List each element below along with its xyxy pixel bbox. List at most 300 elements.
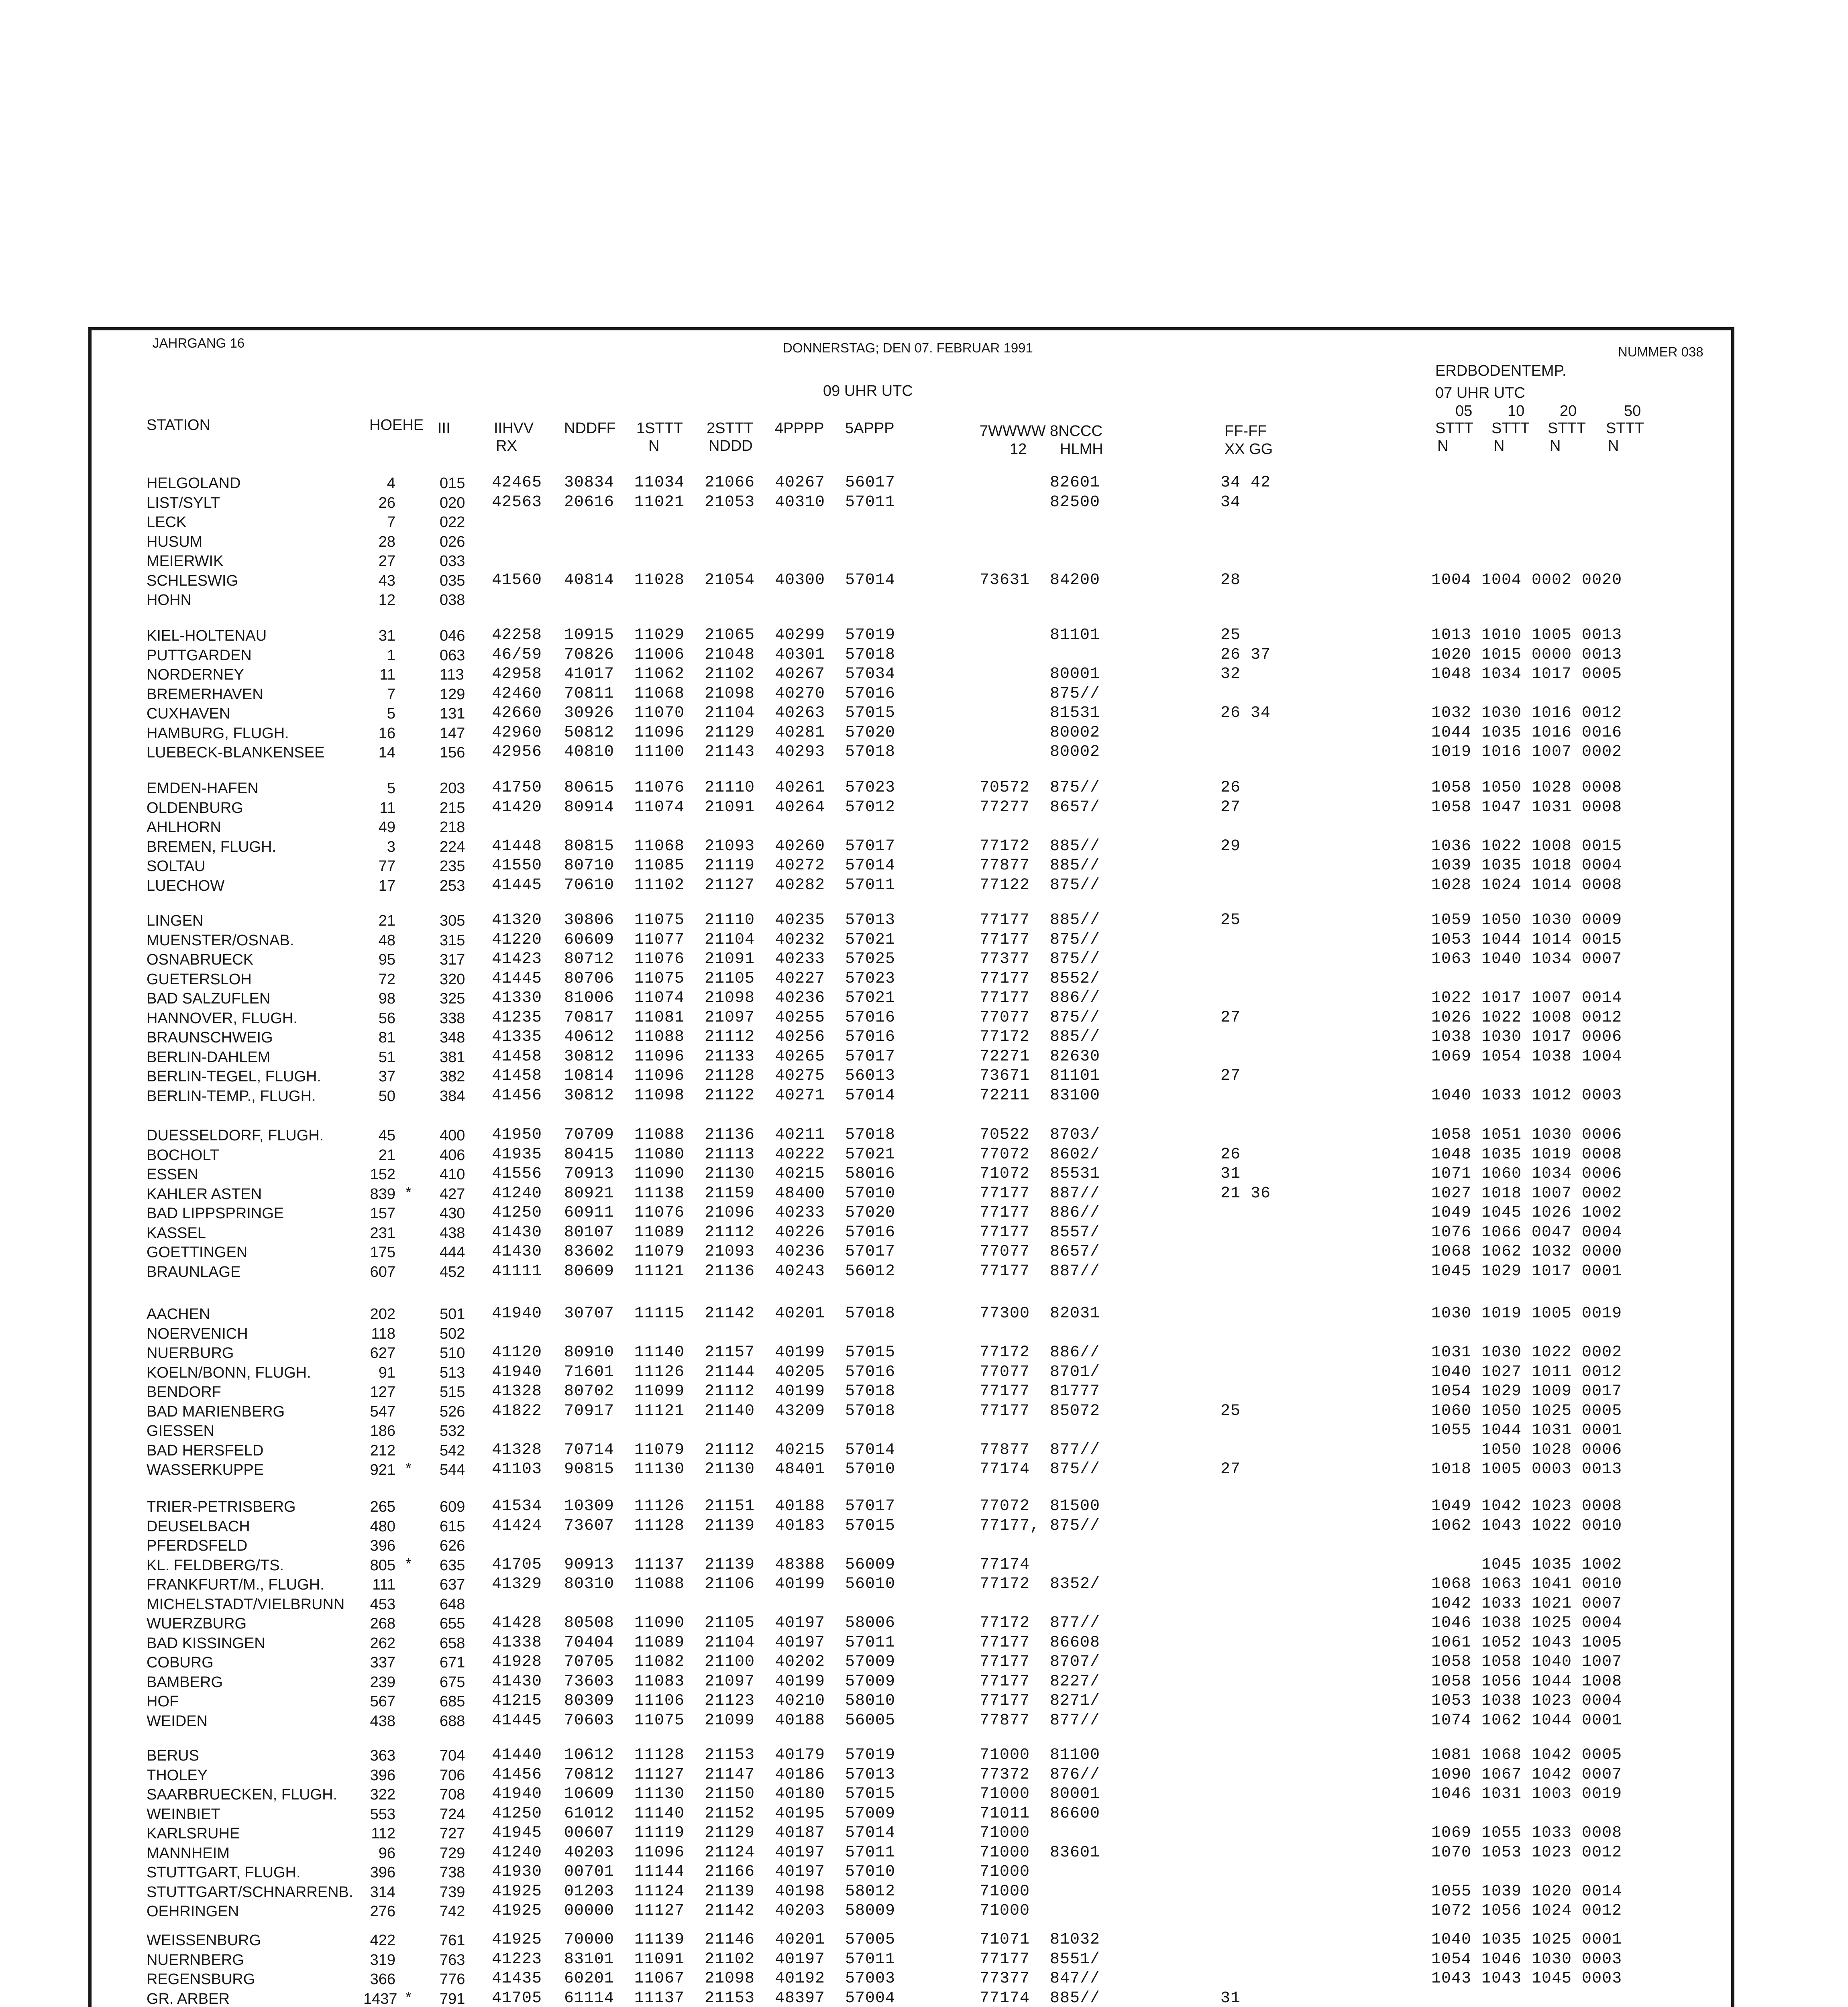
jahrgang: JAHRGANG 16 [153,336,245,350]
soil-temps: 1048 1034 1017 0005 [1431,665,1622,683]
nccc: 80002 [1050,723,1100,742]
wwww: 77177, [980,1516,1040,1535]
station-name: TRIER-PETRISBERG [147,1498,296,1515]
appp: 57018 [845,1382,896,1400]
sttt2: 21102 [705,665,755,683]
station-hoehe: 202 [370,1306,395,1323]
sttt2: 21166 [705,1863,755,1881]
station-iii: 688 [440,1712,465,1730]
depth-05: 05 [1455,403,1473,419]
station-iii: 515 [440,1384,465,1400]
nddff: 80609 [564,1262,615,1280]
station-hoehe: 112 [371,1825,395,1842]
nddff: 70000 [564,1931,615,1949]
iihvv: 41940 [492,1785,542,1803]
appp: 58016 [845,1165,896,1183]
soil-temps: 1040 1035 1025 0001 [1431,1931,1622,1949]
pppp: 40188 [775,1497,825,1515]
station-iii: 438 [440,1224,465,1242]
pppp: 40243 [775,1262,825,1280]
sttt2: 21136 [705,1126,755,1144]
nddff: 50812 [564,723,615,742]
iihvv: 42958 [492,665,542,683]
station-iii: 626 [440,1537,465,1554]
station-iii: 502 [440,1325,465,1342]
sttt1: 11085 [634,857,685,875]
station-name: WASSERKUPPE [147,1461,264,1478]
soil-temps: 1046 1038 1025 0004 [1431,1614,1622,1632]
station-iii: 325 [440,990,465,1007]
station-iii: 348 [440,1029,465,1046]
station-iii: 648 [440,1596,465,1613]
col-7wwww-12: 12 [1010,441,1027,458]
soil-temps: 1058 1051 1030 0006 [1431,1126,1622,1144]
iihvv: 41240 [492,1184,542,1203]
sttt2: 21054 [705,571,755,589]
soil-temps: 1039 1035 1018 0004 [1431,857,1622,875]
station-iii: 384 [440,1087,465,1105]
station-name: WEINBIET [147,1805,220,1823]
iihvv: 41424 [492,1516,542,1535]
appp: 57021 [845,989,896,1007]
sttt1: 11121 [634,1402,685,1420]
iihvv: 41330 [492,989,542,1007]
sttt2: 21053 [705,493,755,511]
nddff: 71601 [564,1363,615,1381]
station-hoehe: 567 [370,1693,395,1710]
station-iii: 156 [440,744,465,761]
iihvv: 41560 [492,571,542,589]
sttt2: 21153 [705,1746,755,1764]
pppp: 40222 [775,1145,825,1164]
sttt2: 21106 [705,1575,755,1593]
sttt2: 21123 [705,1692,755,1710]
sttt1: 11115 [634,1305,685,1323]
bergstation-marker: * [405,1184,412,1201]
station-name: LUECHOW [147,877,225,894]
station-name: MICHELSTADT/VIELBRUNN [147,1596,345,1613]
pppp: 40215 [775,1165,825,1183]
sttt1: 11089 [634,1223,685,1242]
station-hoehe: 262 [370,1635,395,1652]
iihvv: 41250 [492,1204,542,1222]
sttt2: 21128 [705,1067,755,1085]
ff-gg: 27 [1220,1460,1241,1478]
station-name: WUERZBURG [147,1615,247,1632]
sttt2: 21157 [705,1343,755,1362]
sttt2: 21144 [705,1363,755,1381]
nccc: 877// [1050,1614,1100,1632]
station-hoehe: 175 [370,1244,395,1261]
station-iii: 406 [440,1146,465,1164]
station-iii: 609 [440,1498,465,1515]
sttt2: 21048 [705,645,755,664]
station-name: HELGOLAND [147,475,241,492]
wwww: 70522 [980,1126,1030,1144]
soil-temps: 1063 1040 1034 0007 [1431,950,1622,968]
sttt1: 11062 [634,665,685,683]
station-name: KL. FELDBERG/TS. [147,1557,284,1574]
sttt1: 11090 [634,1614,685,1632]
station-name: OEHRINGEN [147,1903,239,1920]
sttt1: 11068 [634,837,685,855]
station-hoehe: 239 [370,1673,395,1691]
nccc: 80001 [1050,1785,1100,1803]
pppp: 40282 [775,876,825,894]
soil-temps: 1040 1033 1012 0003 [1431,1086,1622,1105]
sttt1: 11091 [634,1950,685,1968]
nddff: 30812 [564,1047,615,1066]
sttt1: 11130 [634,1785,685,1803]
iihvv: 42956 [492,743,542,761]
sttt2: 21129 [705,1824,755,1842]
wwww: 77177 [980,1402,1030,1420]
station-name: LINGEN [147,912,204,929]
appp: 57016 [845,1363,896,1381]
nccc: 875// [1050,950,1100,968]
station-hoehe: 12 [378,592,395,609]
ff-gg: 25 [1220,626,1241,644]
iihvv: 41103 [492,1460,542,1478]
station-name: BERLIN-TEMP., FLUGH. [147,1087,316,1105]
wwww: 77877 [980,857,1030,875]
station-name: NOERVENICH [147,1325,248,1342]
sttt1: 11075 [634,1711,685,1730]
sttt2: 21153 [705,1989,755,2007]
soil-temps: 1049 1042 1023 0008 [1431,1497,1622,1515]
col-soil-n-05: N [1437,438,1449,454]
station-name: OSNABRUECK [147,951,254,968]
soil-temps: 1062 1043 1022 0010 [1431,1516,1622,1535]
station-name: NUERNBERG [147,1951,244,1968]
wwww: 77277 [980,798,1030,816]
sttt1: 11100 [634,743,685,761]
sttt1: 11138 [634,1184,685,1203]
soil-temps: 1053 1044 1014 0015 [1431,930,1622,949]
station-hoehe: 186 [370,1423,395,1439]
pppp: 48401 [775,1460,825,1478]
iihvv: 42465 [492,474,542,492]
appp: 57034 [845,665,896,683]
pppp: 48400 [775,1184,825,1203]
station-iii: 022 [440,514,465,531]
nddff: 61114 [564,1989,615,2007]
station-iii: 510 [440,1345,465,1362]
soil-temps: 1059 1050 1030 0009 [1431,911,1622,929]
wwww: 77172 [980,1575,1030,1593]
sttt1: 11076 [634,1204,685,1222]
station-name: HOF [147,1693,179,1710]
wwww: 77177 [980,1184,1030,1203]
appp: 57015 [845,704,896,722]
nccc: 86600 [1050,1804,1100,1823]
nccc: 81100 [1050,1746,1100,1764]
sttt2: 21104 [705,930,755,949]
sttt2: 21102 [705,1950,755,1968]
station-name: CUXHAVEN [147,705,230,722]
nccc: 82601 [1050,474,1100,492]
iihvv: 41935 [492,1145,542,1164]
sttt1: 11077 [634,930,685,949]
sttt2: 21110 [705,779,755,797]
iihvv: 41556 [492,1165,542,1183]
pppp: 40203 [775,1902,825,1920]
appp: 57013 [845,1765,896,1784]
soil-temps: 1054 1046 1030 0003 [1431,1950,1622,1968]
wwww: 77174 [980,1460,1030,1478]
nddff: 80815 [564,837,615,855]
nccc: 80001 [1050,665,1100,683]
wwww: 77172 [980,1343,1030,1362]
sttt2: 21091 [705,798,755,816]
nccc: 885// [1050,837,1100,855]
depth-50: 50 [1624,403,1641,419]
station-name: BAD KISSINGEN [147,1635,265,1652]
wwww: 77177 [980,969,1030,988]
station-iii: 685 [440,1693,465,1710]
nccc: 8703/ [1050,1126,1100,1144]
nccc: 885// [1050,857,1100,875]
sttt2: 21140 [705,1402,755,1420]
station-iii: 761 [440,1932,465,1949]
wwww: 77377 [980,1970,1030,1988]
station-iii: 063 [440,647,465,664]
station-name: ESSEN [147,1166,198,1183]
col-rx: RX [496,438,517,454]
nccc: 81777 [1050,1382,1100,1400]
pppp: 40235 [775,911,825,929]
sttt2: 21112 [705,1382,755,1400]
sttt1: 11079 [634,1243,685,1261]
appp: 57023 [845,779,896,797]
station-iii: 026 [440,533,465,550]
appp: 58012 [845,1882,896,1901]
nccc: 84200 [1050,571,1100,589]
station-iii: 253 [440,877,465,894]
station-iii: 635 [440,1557,465,1574]
sttt2: 21112 [705,1441,755,1459]
nddff: 41017 [564,665,615,683]
col-station: STATION [147,417,211,434]
pppp: 40300 [775,571,825,589]
nccc: 8352/ [1050,1575,1100,1593]
station-hoehe: 49 [378,819,395,836]
appp: 57009 [845,1653,896,1671]
pppp: 40202 [775,1653,825,1671]
col-soil-n-50: N [1608,438,1619,454]
station-iii: 739 [440,1883,465,1901]
soil-temps: 1068 1063 1041 0010 [1431,1575,1622,1593]
iihvv: 41420 [492,798,542,816]
sttt2: 21099 [705,1711,755,1730]
nddff: 61012 [564,1804,615,1823]
soil-temps: 1048 1035 1019 0008 [1431,1145,1622,1164]
nccc: 875// [1050,930,1100,949]
sttt2: 21066 [705,474,755,492]
soil-temps: 1054 1029 1009 0017 [1431,1382,1622,1400]
station-iii: 501 [440,1306,465,1323]
sttt2: 21159 [705,1184,755,1203]
nddff: 83602 [564,1243,615,1261]
nccc: 81531 [1050,704,1100,722]
iihvv: 41925 [492,1902,542,1920]
pppp: 40201 [775,1305,825,1323]
station-hoehe: 314 [370,1883,395,1901]
pppp: 40226 [775,1223,825,1242]
station-hoehe: 81 [378,1029,395,1046]
sttt1: 11081 [634,1008,685,1027]
sttt2: 21129 [705,723,755,742]
appp: 57017 [845,837,896,855]
soil-temps: 1055 1044 1031 0001 [1431,1421,1622,1439]
ff-gg: 27 [1220,1067,1241,1085]
sttt2: 21147 [705,1765,755,1784]
ff-gg: 26 34 [1220,704,1271,722]
pppp: 40299 [775,626,825,644]
pppp: 40192 [775,1970,825,1988]
sttt2: 21151 [705,1497,755,1515]
iihvv: 41456 [492,1765,542,1784]
nddff: 70610 [564,876,615,894]
appp: 56005 [845,1711,896,1730]
sttt2: 21130 [705,1165,755,1183]
wwww: 77177 [980,1653,1030,1671]
station-hoehe: 480 [370,1518,395,1535]
wwww: 77377 [980,950,1030,968]
ff-gg: 27 [1220,1008,1241,1027]
nddff: 73607 [564,1516,615,1535]
sttt2: 21112 [705,1223,755,1242]
station-iii: 430 [440,1205,465,1222]
station-iii: 544 [440,1461,465,1478]
iihvv: 41440 [492,1746,542,1764]
col-8nccc-hlmh: HLMH [1060,441,1103,458]
pppp: 40199 [775,1343,825,1362]
station-name: DEUSELBACH [147,1518,250,1535]
station-iii: 671 [440,1654,465,1671]
nddff: 70404 [564,1633,615,1652]
station-iii: 763 [440,1951,465,1968]
sttt2: 21119 [705,857,755,875]
nddff: 70913 [564,1165,615,1183]
pppp: 40197 [775,1614,825,1632]
sttt1: 11006 [634,645,685,664]
nddff: 80702 [564,1382,615,1400]
station-iii: 315 [440,932,465,949]
appp: 57014 [845,1086,896,1105]
pppp: 40293 [775,743,825,761]
pppp: 43209 [775,1402,825,1420]
appp: 57018 [845,743,896,761]
station-name: BRAUNLAGE [147,1263,241,1280]
station-hoehe: 921 [370,1461,395,1478]
nddff: 81006 [564,989,615,1007]
sttt2: 21093 [705,837,755,855]
station-hoehe: 3 [387,838,395,855]
nccc: 886// [1050,1343,1100,1362]
station-name: GUETERSLOH [147,971,252,988]
station-iii: 776 [440,1971,465,1988]
iihvv: 41928 [492,1653,542,1671]
station-name: HOHN [147,592,192,609]
sttt1: 11021 [634,493,685,511]
sttt1: 11128 [634,1516,685,1535]
soil-temps: 1042 1033 1021 0007 [1431,1594,1622,1613]
pppp: 40261 [775,779,825,797]
appp: 57003 [845,1970,896,1988]
pppp: 40188 [775,1711,825,1730]
sttt2: 21139 [705,1555,755,1574]
nccc: 8657/ [1050,798,1100,816]
iihvv: 41822 [492,1402,542,1420]
iihvv: 41250 [492,1804,542,1823]
station-iii: 542 [440,1442,465,1459]
appp: 57015 [845,1785,896,1803]
iihvv: 41930 [492,1863,542,1881]
wwww: 77177 [980,911,1030,929]
sttt1: 11079 [634,1441,685,1459]
soil-temps: 1044 1035 1016 0016 [1431,723,1622,742]
soil-temps: 1018 1005 0003 0013 [1431,1460,1622,1478]
pppp: 40255 [775,1008,825,1027]
iihvv: 41320 [492,911,542,929]
nddff: 80508 [564,1614,615,1632]
sttt2: 21146 [705,1931,755,1949]
station-hoehe: 45 [378,1127,395,1144]
wwww: 73671 [980,1067,1030,1085]
pppp: 40205 [775,1363,825,1381]
sttt2: 21096 [705,1204,755,1222]
sttt1: 11076 [634,779,685,797]
nccc: 877// [1050,1711,1100,1730]
station-iii: 305 [440,912,465,929]
sttt1: 11088 [634,1126,685,1144]
iihvv: 41458 [492,1047,542,1066]
wwww: 71000 [980,1824,1030,1842]
pppp: 40236 [775,989,825,1007]
wwww: 77177 [980,930,1030,949]
station-hoehe: 11 [379,799,395,816]
station-iii: 033 [440,553,465,570]
station-iii: 131 [440,705,465,722]
station-name: KOELN/BONN, FLUGH. [147,1364,311,1381]
sttt1: 11070 [634,704,685,722]
iihvv: 41448 [492,837,542,855]
sttt2: 21100 [705,1653,755,1671]
iihvv: 41111 [492,1262,542,1280]
pppp: 40180 [775,1785,825,1803]
wwww: 71000 [980,1785,1030,1803]
soil-temps: 1045 1029 1017 0001 [1431,1262,1622,1280]
sttt2: 21098 [705,1970,755,1988]
station-hoehe: 5 [387,780,395,797]
sttt2: 21142 [705,1902,755,1920]
station-iii: 203 [440,780,465,797]
station-iii: 513 [440,1364,465,1381]
wwww: 77172 [980,837,1030,855]
sttt1: 11088 [634,1028,685,1046]
iihvv: 41335 [492,1028,542,1046]
sttt2: 21139 [705,1882,755,1901]
station-name: DUESSELDORF, FLUGH. [147,1127,324,1144]
station-name: COBURG [147,1654,214,1671]
station-name: KARLSRUHE [147,1825,240,1842]
ff-gg: 21 36 [1220,1184,1271,1203]
station-hoehe: 212 [370,1442,395,1459]
soil-temps: 1049 1045 1026 1002 [1431,1204,1622,1222]
nddff: 70826 [564,645,615,664]
wwww: 77177 [980,1382,1030,1400]
